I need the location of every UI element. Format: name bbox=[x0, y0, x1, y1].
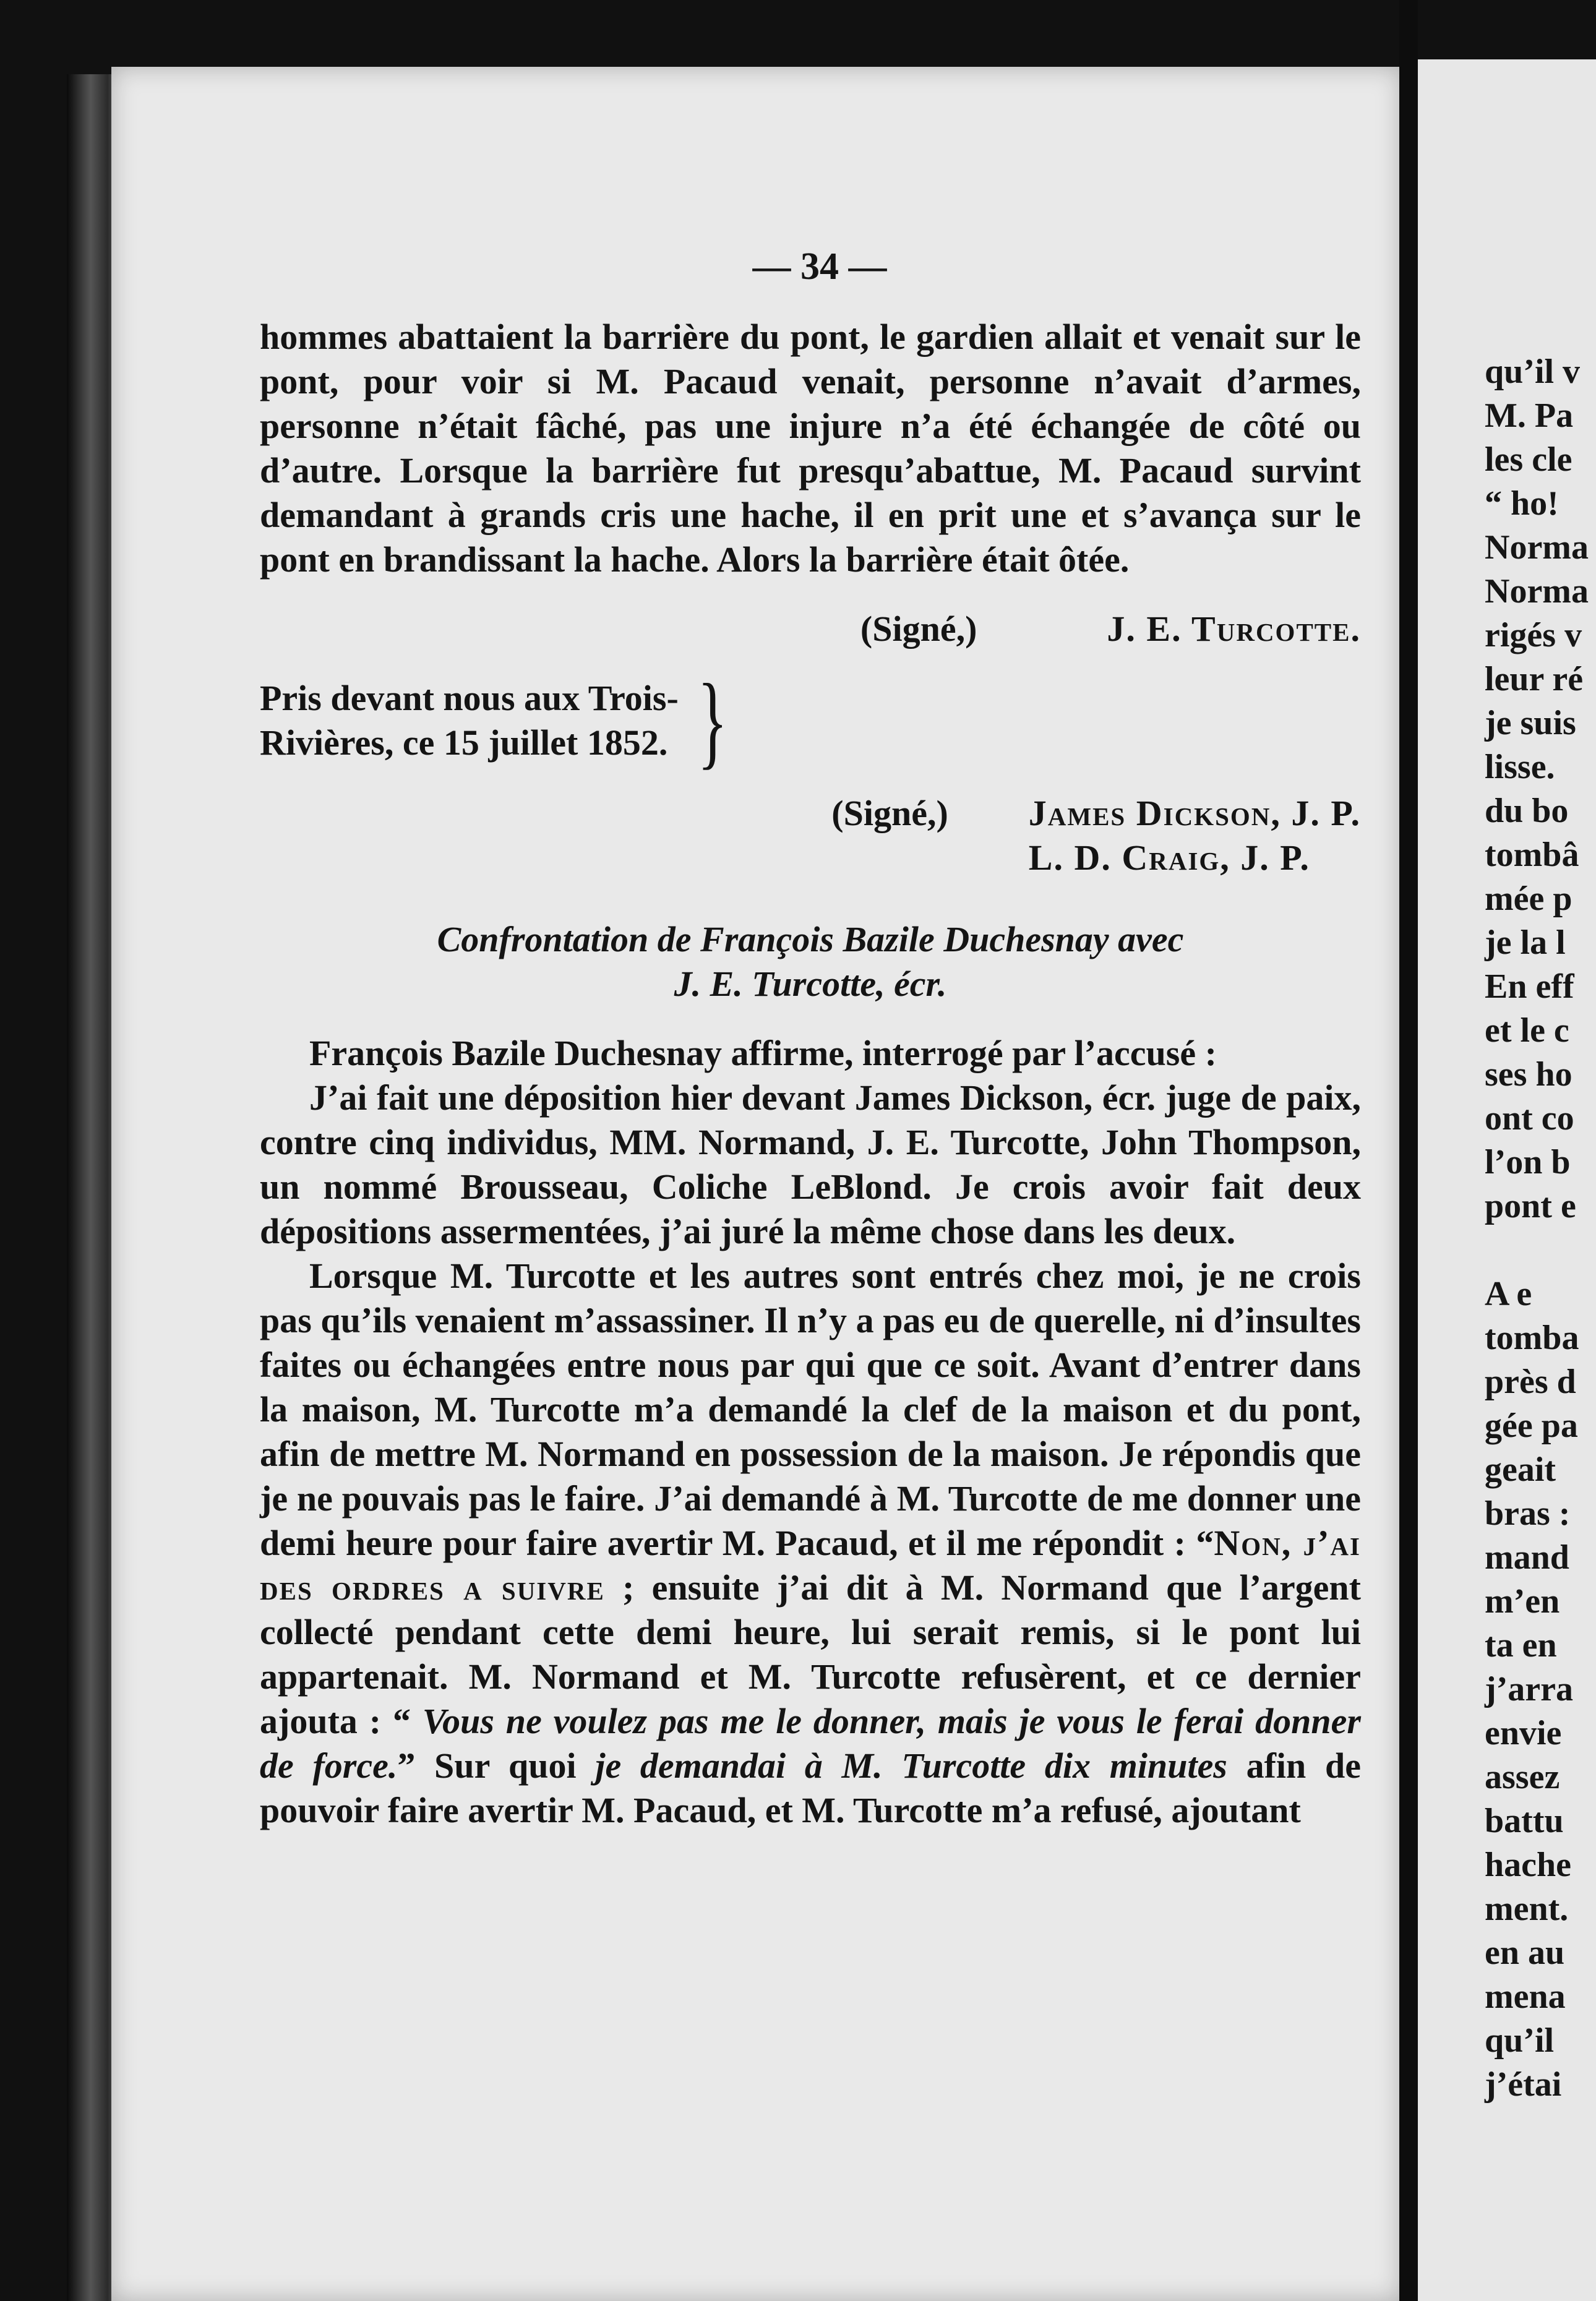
section-heading bbox=[260, 917, 1361, 1006]
signature-block-1 bbox=[260, 607, 1361, 651]
pris-line-2: Rivières, ce 15 juillet 1852. bbox=[260, 722, 668, 763]
text-run: afin de pouvoir faire avertir M. Pacaud, et M. Turcotte m’a refusé, ajoutant bbox=[260, 1746, 1362, 1830]
heading-line-1: Confrontation de François Bazile Duchesnay avec bbox=[437, 919, 1184, 959]
justice-name-1: James Dickson, J. P. bbox=[1028, 793, 1361, 833]
pris-line-1: Pris devant nous aux Trois- bbox=[260, 678, 679, 718]
justice-name-2: L. D. Craig, J. P. bbox=[1028, 838, 1310, 878]
page-number: — 34 — bbox=[752, 246, 887, 288]
italic-quote: Vous ne voulez pas me le donner, mais je vous le ferai donner de force. bbox=[260, 1701, 1361, 1786]
right-page bbox=[1418, 59, 1596, 2301]
text-run: Lorsque M. Turcotte et les autres sont entrés chez moi, je ne crois pas qu’ils venaient m’assassiner. Il n’y a pas eu de querelle, ni d’insultes faites ou échangées entre nous par qui que ce soit. Avant d’entrer dans la maison, M. Turcotte m’a demandé la clef de la maison et du pont, afin de mettre M. Normand en possession de la maison. Je répondis que je ne pouvais pas le faire. J’ai demandé à M. Turcotte de me donner une demi heure pour faire avertir M. Pacaud, et il me répondit : “ bbox=[260, 1256, 1361, 1563]
small-caps-quote: Non, j’ai des ordres a suivre bbox=[260, 1523, 1361, 1608]
paragraph-deposition: J’ai fait une déposition hier devant James Dickson, écr. juge de paix, contre cinq individus, MM. Normand, J. E. Turcotte, John Thompson, un nommé Brousseau, Coliche LeBlond. Je crois avoir fait deux dépositions assermentées, j’ai juré la même chose dans les deux. bbox=[260, 1078, 1361, 1251]
opening-paragraph: hommes abattaient la barrière du pont, le gardien allait et venait sur le pont, pour voir si M. Pacaud venait, personne n’avait d’armes, personne n’était fâché, pas une injure n’a été échangée de côté ou d’autre. Lorsque la barrière fut presqu’abattue, M. Pacaud survint demandant à grands cris une hache, il en prit une et s’avança sur le pont en brandissant la hache. Alors la barrière était ôtée. bbox=[260, 317, 1361, 580]
heading-line-2: J. E. Turcotte, écr. bbox=[674, 964, 947, 1004]
pris-devant-block bbox=[260, 662, 1361, 779]
italic-emphasis: je demandai à M. Turcotte dix minutes bbox=[595, 1746, 1227, 1786]
text-run: ” Sur quoi bbox=[397, 1746, 596, 1786]
right-page-fragments: qu’il v M. Pa les cle “ ho! Norma Norma rigés v leur ré je suis lisse. du bo tombâ mée p je la l En eff et le c ses ho ont co l’on b pont e A e tomba près d gée pa geait bras : mand m’en ta en j’arra envie assez battu hache ment. en au mena qu’il j’étai bbox=[1485, 353, 1589, 2104]
signe-label: (Signé,) bbox=[831, 793, 948, 833]
gutter-gap bbox=[1399, 0, 1418, 2301]
page-content bbox=[260, 244, 1361, 1833]
signe-label: (Signé,) bbox=[860, 609, 977, 649]
text-run: ; ensuite j’ai dit à M. Normand que l’argent collecté pendant cette demi heure, lui serait remis, si le pont lui appartenait. M. Normand et M. Turcotte refusèrent, et ce dernier ajouta : “ bbox=[260, 1567, 1361, 1741]
curly-brace: } bbox=[697, 662, 728, 779]
signature-block-2 bbox=[260, 791, 1361, 880]
paragraph-affirme: François Bazile Duchesnay affirme, interrogé par l’accusé : bbox=[309, 1033, 1217, 1073]
signatory-name: J. E. Turcotte. bbox=[1107, 609, 1361, 649]
paragraph-lorsque bbox=[260, 1254, 1361, 1833]
